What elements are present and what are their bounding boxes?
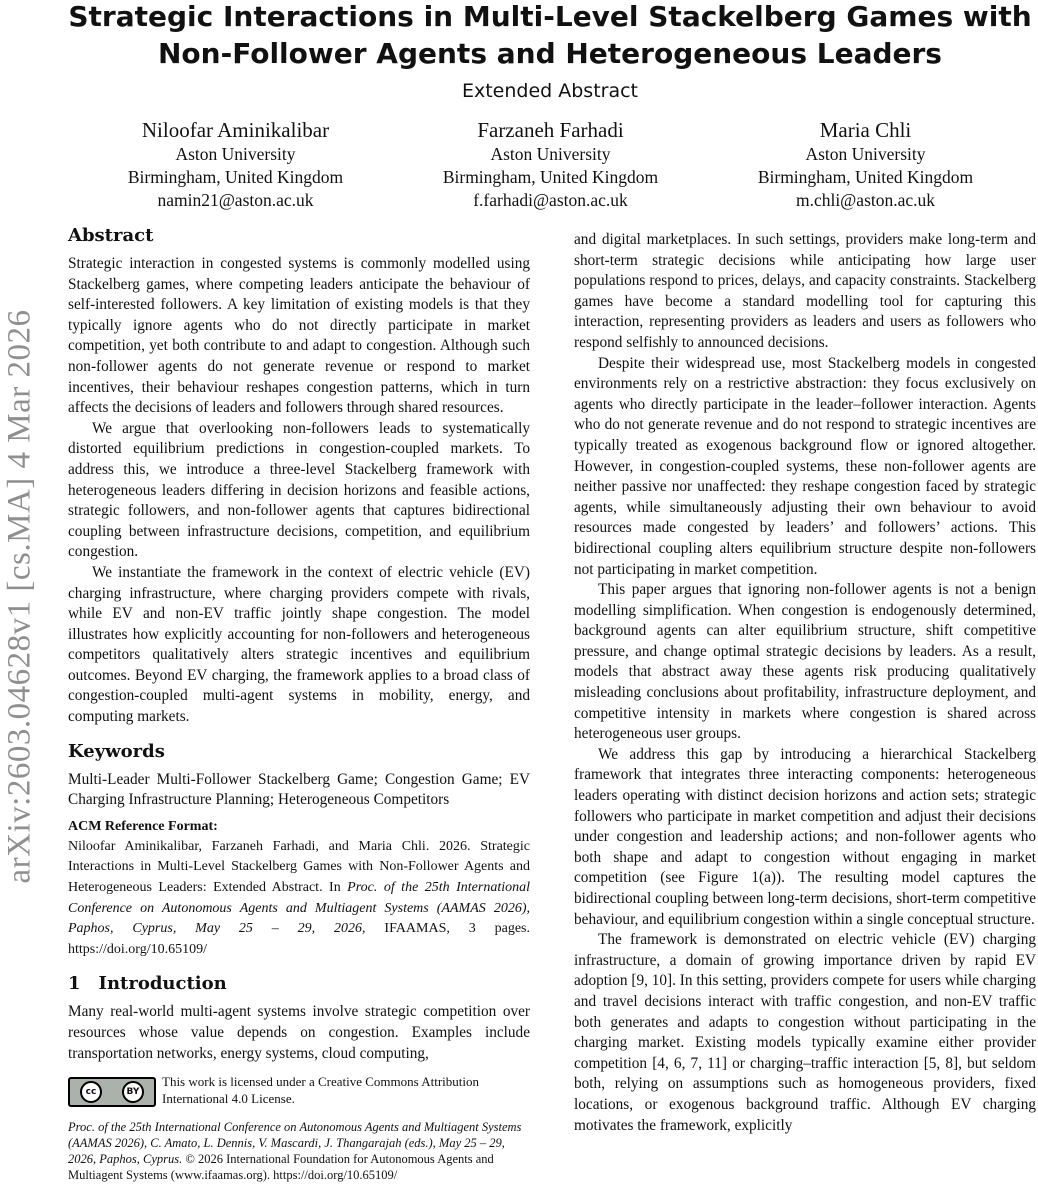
introduction-paragraph-4: We address this gap by introducing a hierarchical Stackelberg framework that integrates three interacting components: heterogeneous leaders operating with distinct decision horizons and action sets; strategic followers who participate in market competition and adjust their decisions under congestion and leadership actions; and non-follower agents who both shape and adapt to congestion without engaging in market competition (see Figure 1(a)). The resulting model captures the bidirectional coupling between long-term decisions, short-term competitive behaviour, and equilibrium congestion within a single conceptual structure. (574, 745, 1036, 928)
author-email[interactable]: f.farhadi@aston.ac.uk (473, 190, 628, 210)
author-email[interactable]: namin21@aston.ac.uk (157, 190, 314, 210)
conference-footnote (68, 1119, 530, 1183)
author-location: Birmingham, United Kingdom (127, 167, 344, 187)
keywords-heading: Keywords (68, 740, 165, 762)
author-2 (393, 117, 708, 212)
author-1 (78, 117, 393, 212)
author-location: Birmingham, United Kingdom (757, 167, 974, 187)
footnote-copyright: © 2026 International Foundation for Autonomous Agents and Multiagent Systems (www.ifaamas.org). https://doi.org/10.65109/ (68, 1152, 494, 1183)
cc-icon: cc (80, 1081, 102, 1103)
abstract-paragraph-2: We argue that overlooking non-followers leads to systematically distorted equilibrium predictions in congestion-coupled markets. To address this, we introduce a three-level Stackelberg framework with heterogeneous leaders differing in decision horizons and feasible actions, strategic followers, and non-follower agents that captures bidirectional coupling between infrastructure decisions, competition, and equilibrium congestion. (68, 419, 530, 561)
author-3 (708, 117, 1023, 212)
license-text: This work is licensed under a Creative Commons Attribution International 4.0 License. (162, 1074, 480, 1106)
abstract-paragraph-3: We instantiate the framework in the context of electric vehicle (EV) charging infrastructure, where charging providers compete with rivals, while EV and non-EV traffic jointly shape congestion. The model illustrates how explicitly accounting for non-followers and heterogeneous competitors qualitatively alters strategic incentives and equilibrium outcomes. Beyond EV charging, the framework applies to a broad class of congestion-coupled multi-agent systems in mobility, energy, and computing markets. (68, 563, 530, 726)
license-block (68, 1074, 530, 1107)
introduction-paragraph-5: The framework is demonstrated on electric vehicle (EV) charging infrastructure, a domain of growing importance driven by rapid EV adoption [9, 10]. In this setting, providers compete for users while charging and travel decisions interact with traffic congestion, and non-EV traffic both generates and adapts to congestion without participating in the charging market. Existing models typically examine either provider competition [4, 6, 7, 11] or charging–traffic interaction [5, 8], but seldom both, relying on assumptions such as homogeneous providers, fixed locations, or exogenous background traffic. Although EV charging motivates the framework, explicitly (574, 931, 1036, 1134)
author-name: Maria Chli (819, 118, 912, 142)
section-title: Introduction (98, 973, 227, 995)
author-name: Niloofar Aminikalibar (141, 118, 330, 142)
introduction-paragraph-1: Many real-world multi-agent systems involve strategic competition over resources whose value depends on congestion. Examples include transportation networks, energy systems, cloud computing, (68, 1003, 530, 1062)
arxiv-identifier (0, 262, 40, 930)
author-name: Farzaneh Farhadi (477, 118, 624, 142)
keywords-text: Multi-Leader Multi-Follower Stackelberg Game; Congestion Game; EV Charging Infrastructure Planning; Heterogeneous Competitors (68, 770, 530, 809)
left-column (68, 224, 530, 1183)
abstract-heading: Abstract (68, 225, 154, 246)
acm-reference-text (68, 837, 530, 961)
paper-title (60, 0, 1038, 72)
introduction-heading (68, 972, 530, 996)
by-icon: BY (122, 1081, 144, 1103)
section-number: 1 (68, 973, 81, 995)
abstract-paragraph-1: Strategic interaction in congested systems is commonly modelled using Stackelberg games, where competing leaders anticipate the behaviour of self-interested followers. A key limitation of existing models is that they typically ignore agents who do not directly participate in market competition, yet both contribute to and adapt to congestion. Although such non-follower agents do not generate revenue or respond to market incentives, their behaviour reshapes congestion patterns, which in turn affects the decisions of leaders and followers through shared resources. (68, 255, 530, 417)
acm-reference-tail: , IFAAMAS, 3 pages. https://doi.org/10.65109/ (68, 921, 531, 957)
paper-subtitle: Extended Abstract (461, 80, 639, 102)
cc-by-license-icon[interactable] (68, 1077, 156, 1107)
introduction-paragraph-2: Despite their widespread use, most Stackelberg models in congested environments rely on a restrictive abstraction: they focus exclusively on agents who directly participate in the leader–follower interaction. Agents who do not generate revenue and do not respond to strategic incentives are typically treated as exogenous background flow or ignored altogether. However, in congestion-coupled systems, these non-follower agents are neither passive nor unaffected: they reshape congestion faced by strategic agents, while simultaneously adjusting their own behaviour to avoid resources made congested by leaders’ and followers’ actions. This bidirectional coupling alters equilibrium structure despite non-followers not participating in market competition. (574, 354, 1036, 578)
title-line-1: Strategic Interactions in Multi-Level Stackelberg Games with (68, 0, 1032, 33)
author-affiliation: Aston University (175, 144, 296, 164)
author-affiliation: Aston University (805, 144, 926, 164)
acm-reference-heading: ACM Reference Format: (68, 818, 218, 834)
arxiv-id-text: arXiv:2603.04628v1 [cs.MA] 4 Mar 2026 (1, 309, 38, 883)
footnote-venue: Proc. of the 25th International Conference on Autonomous Agents and Multiagent Systems (AAMAS 2026), C. Amato, L. Dennis, V. Mascardi, J. Thangarajah (eds.), May 25 – 29, 2026, Paphos, Cyprus. (68, 1120, 522, 1167)
introduction-paragraph-3: This paper argues that ignoring non-follower agents is not a benign modelling simplification. When congestion is endogenously determined, background agents can alter equilibrium structure, shift competitive pressure, and change optimal strategic decisions by leaders. As a result, models that abstract away these agents risk producing qualitatively misleading conclusions about profitability, infrastructure deployment, and competitive intensity in markets where congestion is shared across heterogeneous user groups. (574, 581, 1036, 743)
author-location: Birmingham, United Kingdom (442, 167, 659, 187)
author-affiliation: Aston University (490, 144, 611, 164)
author-block (78, 117, 1023, 212)
author-email[interactable]: m.chli@aston.ac.uk (795, 190, 936, 210)
acm-reference-venue: Proc. of the 25th International Conference on Autonomous Agents and Multiagent Systems (AAMAS 2026), Paphos, Cyprus, May 25 – 29, 2026 (68, 880, 530, 937)
right-column (574, 230, 1036, 1136)
acm-reference-authors: Niloofar Aminikalibar, Farzaneh Farhadi, and Maria Chli. 2026. Strategic Interactions in Multi-Level Stackelberg Games with Non-Follower Agents and Heterogeneous Leaders: Extended Abstract. In (68, 838, 530, 896)
introduction-paragraph-1-continued: and digital marketplaces. In such settings, providers make long-term and short-term strategic decisions while anticipating how large user populations respond to prices, delays, and capacity constraints. Stackelberg games have become a standard modelling tool for capturing this interaction, representing providers as leaders and users as followers who respond selfishly to announced decisions. (574, 231, 1036, 351)
title-line-2: Non-Follower Agents and Heterogeneous Leaders (158, 37, 942, 70)
